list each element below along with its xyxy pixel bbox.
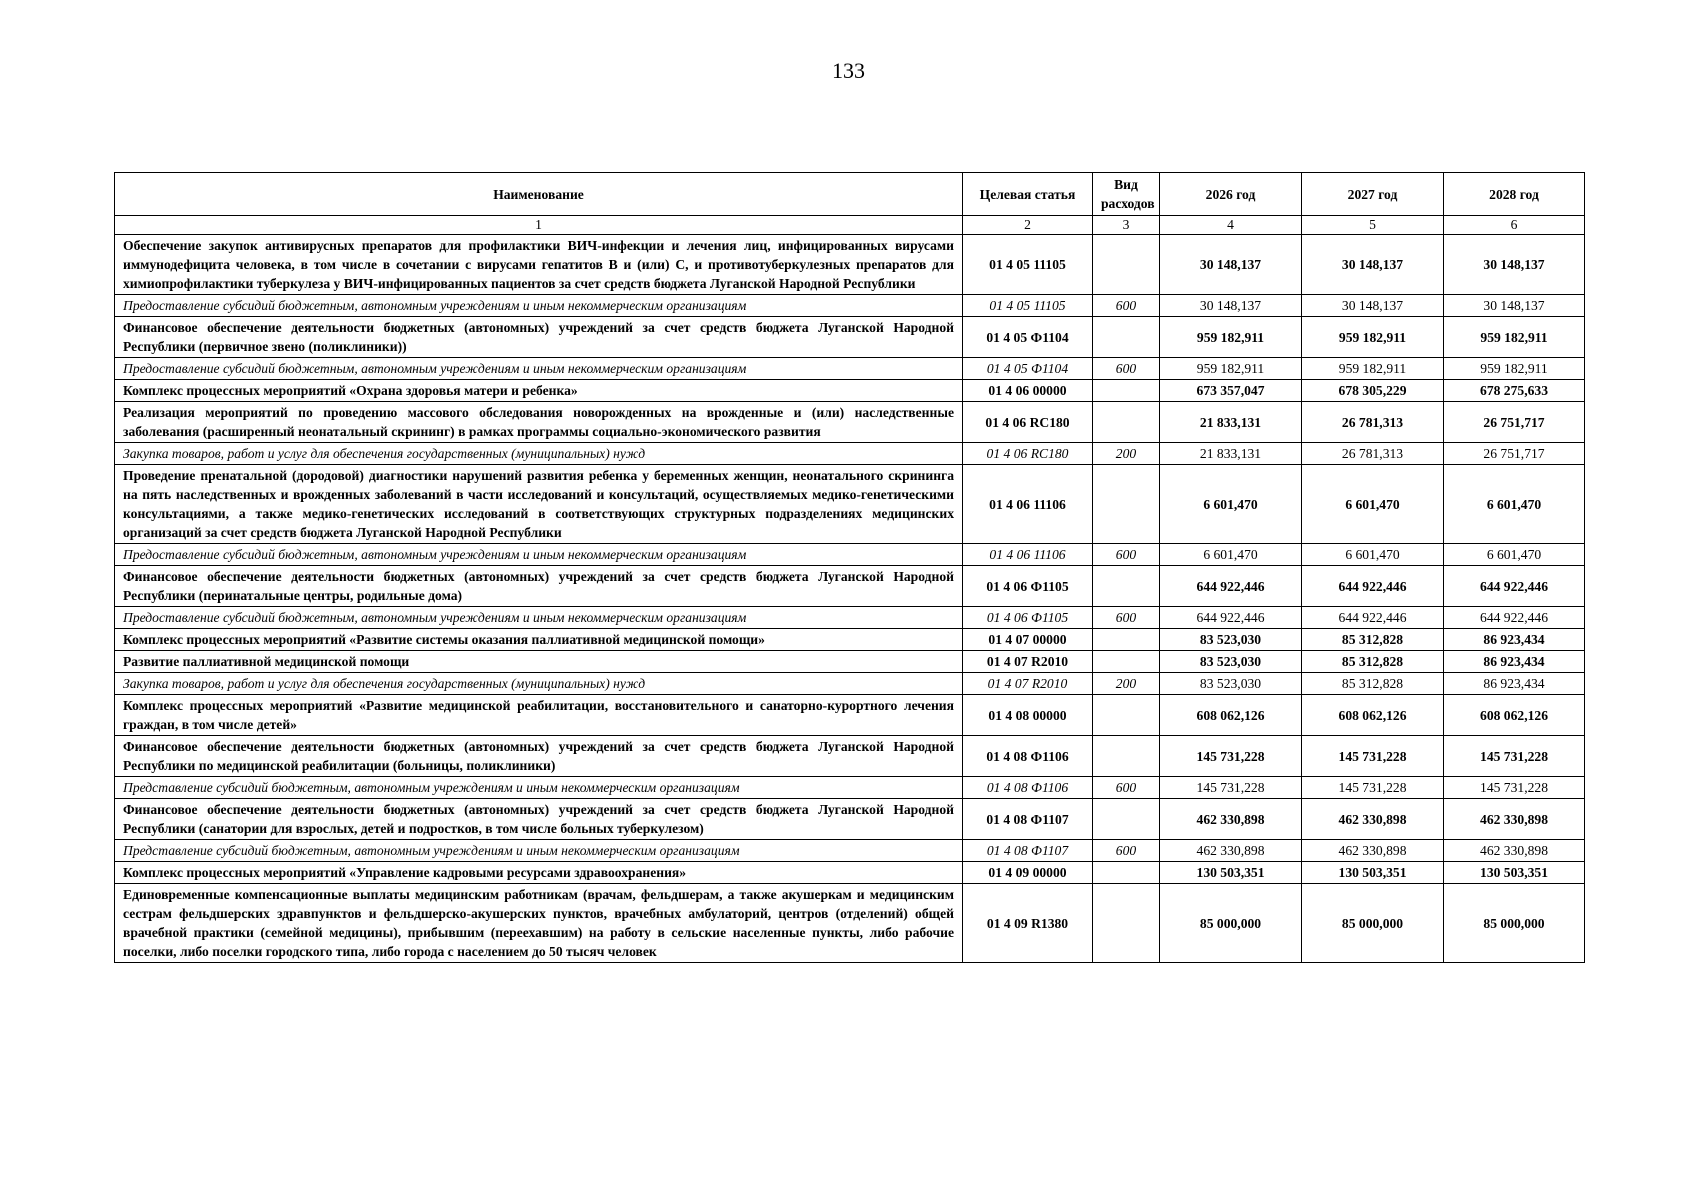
- header-target-article: Целевая статья: [963, 173, 1093, 216]
- row-expense-type: [1093, 651, 1160, 673]
- row-target-article: 01 4 05 Ф1104: [963, 317, 1093, 358]
- row-target-article: 01 4 05 11105: [963, 295, 1093, 317]
- row-expense-type: [1093, 695, 1160, 736]
- table-row: [115, 402, 1585, 443]
- row-value-2027: 30 148,137: [1302, 235, 1444, 295]
- row-value-2028: 86 923,434: [1444, 629, 1585, 651]
- row-target-article: 01 4 08 Ф1107: [963, 799, 1093, 840]
- row-value-2027: 85 312,828: [1302, 629, 1444, 651]
- row-value-2027: 85 312,828: [1302, 673, 1444, 695]
- row-value-2027: 145 731,228: [1302, 736, 1444, 777]
- header-expense-type: Вид расходов: [1093, 173, 1160, 216]
- row-expense-type: [1093, 884, 1160, 963]
- row-name: Представление субсидий бюджетным, автономным учреждениям и иным некоммерческим организациям: [115, 840, 963, 862]
- row-value-2028: 26 751,717: [1444, 443, 1585, 465]
- table-row: [115, 607, 1585, 629]
- row-value-2027: 85 000,000: [1302, 884, 1444, 963]
- row-target-article: 01 4 07 R2010: [963, 651, 1093, 673]
- row-value-2028: 145 731,228: [1444, 736, 1585, 777]
- row-value-2028: 608 062,126: [1444, 695, 1585, 736]
- table-row: [115, 317, 1585, 358]
- row-target-article: 01 4 06 Ф1105: [963, 607, 1093, 629]
- row-value-2028: 678 275,633: [1444, 380, 1585, 402]
- row-value-2028: 30 148,137: [1444, 235, 1585, 295]
- row-value-2027: 608 062,126: [1302, 695, 1444, 736]
- row-value-2028: 462 330,898: [1444, 840, 1585, 862]
- row-value-2027: 26 781,313: [1302, 402, 1444, 443]
- row-expense-type: [1093, 235, 1160, 295]
- row-value-2026: 85 000,000: [1160, 884, 1302, 963]
- row-value-2026: 959 182,911: [1160, 358, 1302, 380]
- row-value-2026: 21 833,131: [1160, 443, 1302, 465]
- row-target-article: 01 4 06 RC180: [963, 443, 1093, 465]
- row-value-2026: 145 731,228: [1160, 777, 1302, 799]
- row-name: Предоставление субсидий бюджетным, автономным учреждениям и иным некоммерческим организациям: [115, 358, 963, 380]
- row-expense-type: 600: [1093, 295, 1160, 317]
- table-row: [115, 884, 1585, 963]
- row-value-2027: 130 503,351: [1302, 862, 1444, 884]
- row-target-article: 01 4 08 Ф1106: [963, 736, 1093, 777]
- row-expense-type: [1093, 736, 1160, 777]
- row-name: Реализация мероприятий по проведению массового обследования новорожденных на врожденные и (или) наследственные заболевания (расширенный неонатальный скрининг) в рамках программы социально-экономического развития: [115, 402, 963, 443]
- row-name: Комплекс процессных мероприятий «Развитие медицинской реабилитации, восстановительного и санаторно-курортного лечения граждан, в том числе детей»: [115, 695, 963, 736]
- row-value-2027: 6 601,470: [1302, 465, 1444, 544]
- row-value-2026: 83 523,030: [1160, 651, 1302, 673]
- row-value-2028: 30 148,137: [1444, 295, 1585, 317]
- table-row: [115, 629, 1585, 651]
- row-name: Комплекс процессных мероприятий «Управление кадровыми ресурсами здравоохранения»: [115, 862, 963, 884]
- row-value-2026: 644 922,446: [1160, 566, 1302, 607]
- row-expense-type: [1093, 629, 1160, 651]
- row-value-2028: 6 601,470: [1444, 544, 1585, 566]
- row-value-2026: 462 330,898: [1160, 840, 1302, 862]
- column-number: 4: [1160, 216, 1302, 235]
- row-expense-type: [1093, 566, 1160, 607]
- row-target-article: 01 4 06 11106: [963, 544, 1093, 566]
- row-value-2027: 6 601,470: [1302, 544, 1444, 566]
- table-row: [115, 295, 1585, 317]
- row-value-2028: 959 182,911: [1444, 358, 1585, 380]
- row-value-2027: 30 148,137: [1302, 295, 1444, 317]
- page-number: 133: [832, 58, 865, 83]
- row-target-article: 01 4 05 11105: [963, 235, 1093, 295]
- row-target-article: 01 4 05 Ф1104: [963, 358, 1093, 380]
- header-name: Наименование: [115, 173, 963, 216]
- row-name: Финансовое обеспечение деятельности бюджетных (автономных) учреждений за счет средств бюджета Луганской Народной Республики по медицинской реабилитации (больницы, поликлиники): [115, 736, 963, 777]
- row-value-2027: 644 922,446: [1302, 607, 1444, 629]
- table-row: [115, 443, 1585, 465]
- row-value-2028: 644 922,446: [1444, 566, 1585, 607]
- row-value-2026: 83 523,030: [1160, 629, 1302, 651]
- row-value-2026: 644 922,446: [1160, 607, 1302, 629]
- row-value-2028: 26 751,717: [1444, 402, 1585, 443]
- row-value-2026: 6 601,470: [1160, 465, 1302, 544]
- row-name: Комплекс процессных мероприятий «Охрана здоровья матери и ребенка»: [115, 380, 963, 402]
- row-value-2026: 462 330,898: [1160, 799, 1302, 840]
- row-value-2027: 26 781,313: [1302, 443, 1444, 465]
- row-value-2027: 145 731,228: [1302, 777, 1444, 799]
- row-value-2027: 644 922,446: [1302, 566, 1444, 607]
- row-value-2026: 83 523,030: [1160, 673, 1302, 695]
- table-row: [115, 465, 1585, 544]
- header-year-2028: 2028 год: [1444, 173, 1585, 216]
- row-value-2028: 6 601,470: [1444, 465, 1585, 544]
- column-number: 5: [1302, 216, 1444, 235]
- row-name: Финансовое обеспечение деятельности бюджетных (автономных) учреждений за счет средств бюджета Луганской Народной Республики (первичное звено (поликлиники)): [115, 317, 963, 358]
- row-value-2028: 959 182,911: [1444, 317, 1585, 358]
- row-expense-type: [1093, 402, 1160, 443]
- row-expense-type: 200: [1093, 443, 1160, 465]
- row-value-2027: 959 182,911: [1302, 317, 1444, 358]
- row-target-article: 01 4 08 Ф1107: [963, 840, 1093, 862]
- row-expense-type: 600: [1093, 544, 1160, 566]
- header-year-2026: 2026 год: [1160, 173, 1302, 216]
- row-value-2028: 130 503,351: [1444, 862, 1585, 884]
- row-expense-type: 600: [1093, 607, 1160, 629]
- row-value-2027: 85 312,828: [1302, 651, 1444, 673]
- row-name: Предоставление субсидий бюджетным, автономным учреждениям и иным некоммерческим организациям: [115, 544, 963, 566]
- row-value-2027: 462 330,898: [1302, 840, 1444, 862]
- row-value-2028: 86 923,434: [1444, 673, 1585, 695]
- header-row: [115, 173, 1585, 216]
- table-row: [115, 358, 1585, 380]
- row-value-2026: 21 833,131: [1160, 402, 1302, 443]
- row-name: Обеспечение закупок антивирусных препаратов для профилактики ВИЧ-инфекции и лечения лиц, инфицированных вирусами иммунодефицита человека, в том числе в сочетании с вирусами гепатитов B и (или) C, и противотуберкулезных препаратов для химиопрофилактики туберкулеза у ВИЧ-инфицированных пациентов за счет средств бюджета Луганской Народной Республики: [115, 235, 963, 295]
- row-value-2027: 678 305,229: [1302, 380, 1444, 402]
- row-target-article: 01 4 06 RC180: [963, 402, 1093, 443]
- row-target-article: 01 4 06 Ф1105: [963, 566, 1093, 607]
- row-name: Предоставление субсидий бюджетным, автономным учреждениям и иным некоммерческим организациям: [115, 295, 963, 317]
- table-row: [115, 235, 1585, 295]
- table-body: [115, 235, 1585, 963]
- table-row: [115, 673, 1585, 695]
- column-number-row: [115, 216, 1585, 235]
- row-target-article: 01 4 09 R1380: [963, 884, 1093, 963]
- table-row: [115, 799, 1585, 840]
- row-name: Закупка товаров, работ и услуг для обеспечения государственных (муниципальных) нужд: [115, 443, 963, 465]
- row-value-2027: 959 182,911: [1302, 358, 1444, 380]
- table-row: [115, 862, 1585, 884]
- row-value-2026: 959 182,911: [1160, 317, 1302, 358]
- row-value-2026: 30 148,137: [1160, 295, 1302, 317]
- header-year-2027: 2027 год: [1302, 173, 1444, 216]
- row-target-article: 01 4 06 11106: [963, 465, 1093, 544]
- row-name: Развитие паллиативной медицинской помощи: [115, 651, 963, 673]
- row-value-2028: 145 731,228: [1444, 777, 1585, 799]
- row-value-2026: 608 062,126: [1160, 695, 1302, 736]
- row-value-2026: 30 148,137: [1160, 235, 1302, 295]
- column-number: 2: [963, 216, 1093, 235]
- row-target-article: 01 4 07 00000: [963, 629, 1093, 651]
- row-name: Финансовое обеспечение деятельности бюджетных (автономных) учреждений за счет средств бюджета Луганской Народной Республики (перинатальные центры, родильные дома): [115, 566, 963, 607]
- row-target-article: 01 4 08 00000: [963, 695, 1093, 736]
- row-value-2028: 85 000,000: [1444, 884, 1585, 963]
- row-expense-type: 600: [1093, 358, 1160, 380]
- row-name: Комплекс процессных мероприятий «Развитие системы оказания паллиативной медицинской помощи»: [115, 629, 963, 651]
- row-value-2026: 6 601,470: [1160, 544, 1302, 566]
- row-value-2028: 462 330,898: [1444, 799, 1585, 840]
- table-row: [115, 566, 1585, 607]
- row-expense-type: [1093, 380, 1160, 402]
- row-expense-type: [1093, 862, 1160, 884]
- row-target-article: 01 4 09 00000: [963, 862, 1093, 884]
- row-value-2027: 462 330,898: [1302, 799, 1444, 840]
- row-value-2028: 86 923,434: [1444, 651, 1585, 673]
- row-name: Предоставление субсидий бюджетным, автономным учреждениям и иным некоммерческим организациям: [115, 607, 963, 629]
- row-expense-type: 200: [1093, 673, 1160, 695]
- table-row: [115, 544, 1585, 566]
- column-number: 3: [1093, 216, 1160, 235]
- row-name: Финансовое обеспечение деятельности бюджетных (автономных) учреждений за счет средств бюджета Луганской Народной Республики (санатории для взрослых, детей и подростков, в том числе больных туберкулезом): [115, 799, 963, 840]
- row-name: Представление субсидий бюджетным, автономным учреждениям и иным некоммерческим организациям: [115, 777, 963, 799]
- row-expense-type: [1093, 465, 1160, 544]
- row-target-article: 01 4 08 Ф1106: [963, 777, 1093, 799]
- row-name: Единовременные компенсационные выплаты медицинским работникам (врачам, фельдшерам, а также акушеркам и медицинским сестрам фельдшерских здравпунктов и фельдшерско-акушерских пунктов, врачебных амбулаторий, центров (отделений) общей врачебной практики (семейной медицины), прибывшим (переехавшим) на работу в сельские населенные пункты, либо рабочие поселки, либо поселки городского типа, либо города с населением до 50 тысяч человек: [115, 884, 963, 963]
- column-number: 6: [1444, 216, 1585, 235]
- row-value-2026: 130 503,351: [1160, 862, 1302, 884]
- row-value-2026: 673 357,047: [1160, 380, 1302, 402]
- table-row: [115, 736, 1585, 777]
- row-name: Закупка товаров, работ и услуг для обеспечения государственных (муниципальных) нужд: [115, 673, 963, 695]
- column-number: 1: [115, 216, 963, 235]
- table-row: [115, 651, 1585, 673]
- row-value-2026: 145 731,228: [1160, 736, 1302, 777]
- row-expense-type: 600: [1093, 840, 1160, 862]
- row-name: Проведение пренатальной (дородовой) диагностики нарушений развития ребенка у беременных женщин, неонатального скрининга на пять наследственных и врожденных заболеваний в части исследований и консультаций, осуществляемых медико-генетическими консультациями, а также медико-генетических исследований в соответствующих структурных подразделениях медицинских организаций за счет средств бюджета Луганской Народной Республики: [115, 465, 963, 544]
- table-row: [115, 840, 1585, 862]
- budget-table: [114, 172, 1585, 963]
- row-expense-type: 600: [1093, 777, 1160, 799]
- table-row: [115, 777, 1585, 799]
- row-expense-type: [1093, 799, 1160, 840]
- row-value-2028: 644 922,446: [1444, 607, 1585, 629]
- table-row: [115, 380, 1585, 402]
- row-expense-type: [1093, 317, 1160, 358]
- table-row: [115, 695, 1585, 736]
- row-target-article: 01 4 06 00000: [963, 380, 1093, 402]
- row-target-article: 01 4 07 R2010: [963, 673, 1093, 695]
